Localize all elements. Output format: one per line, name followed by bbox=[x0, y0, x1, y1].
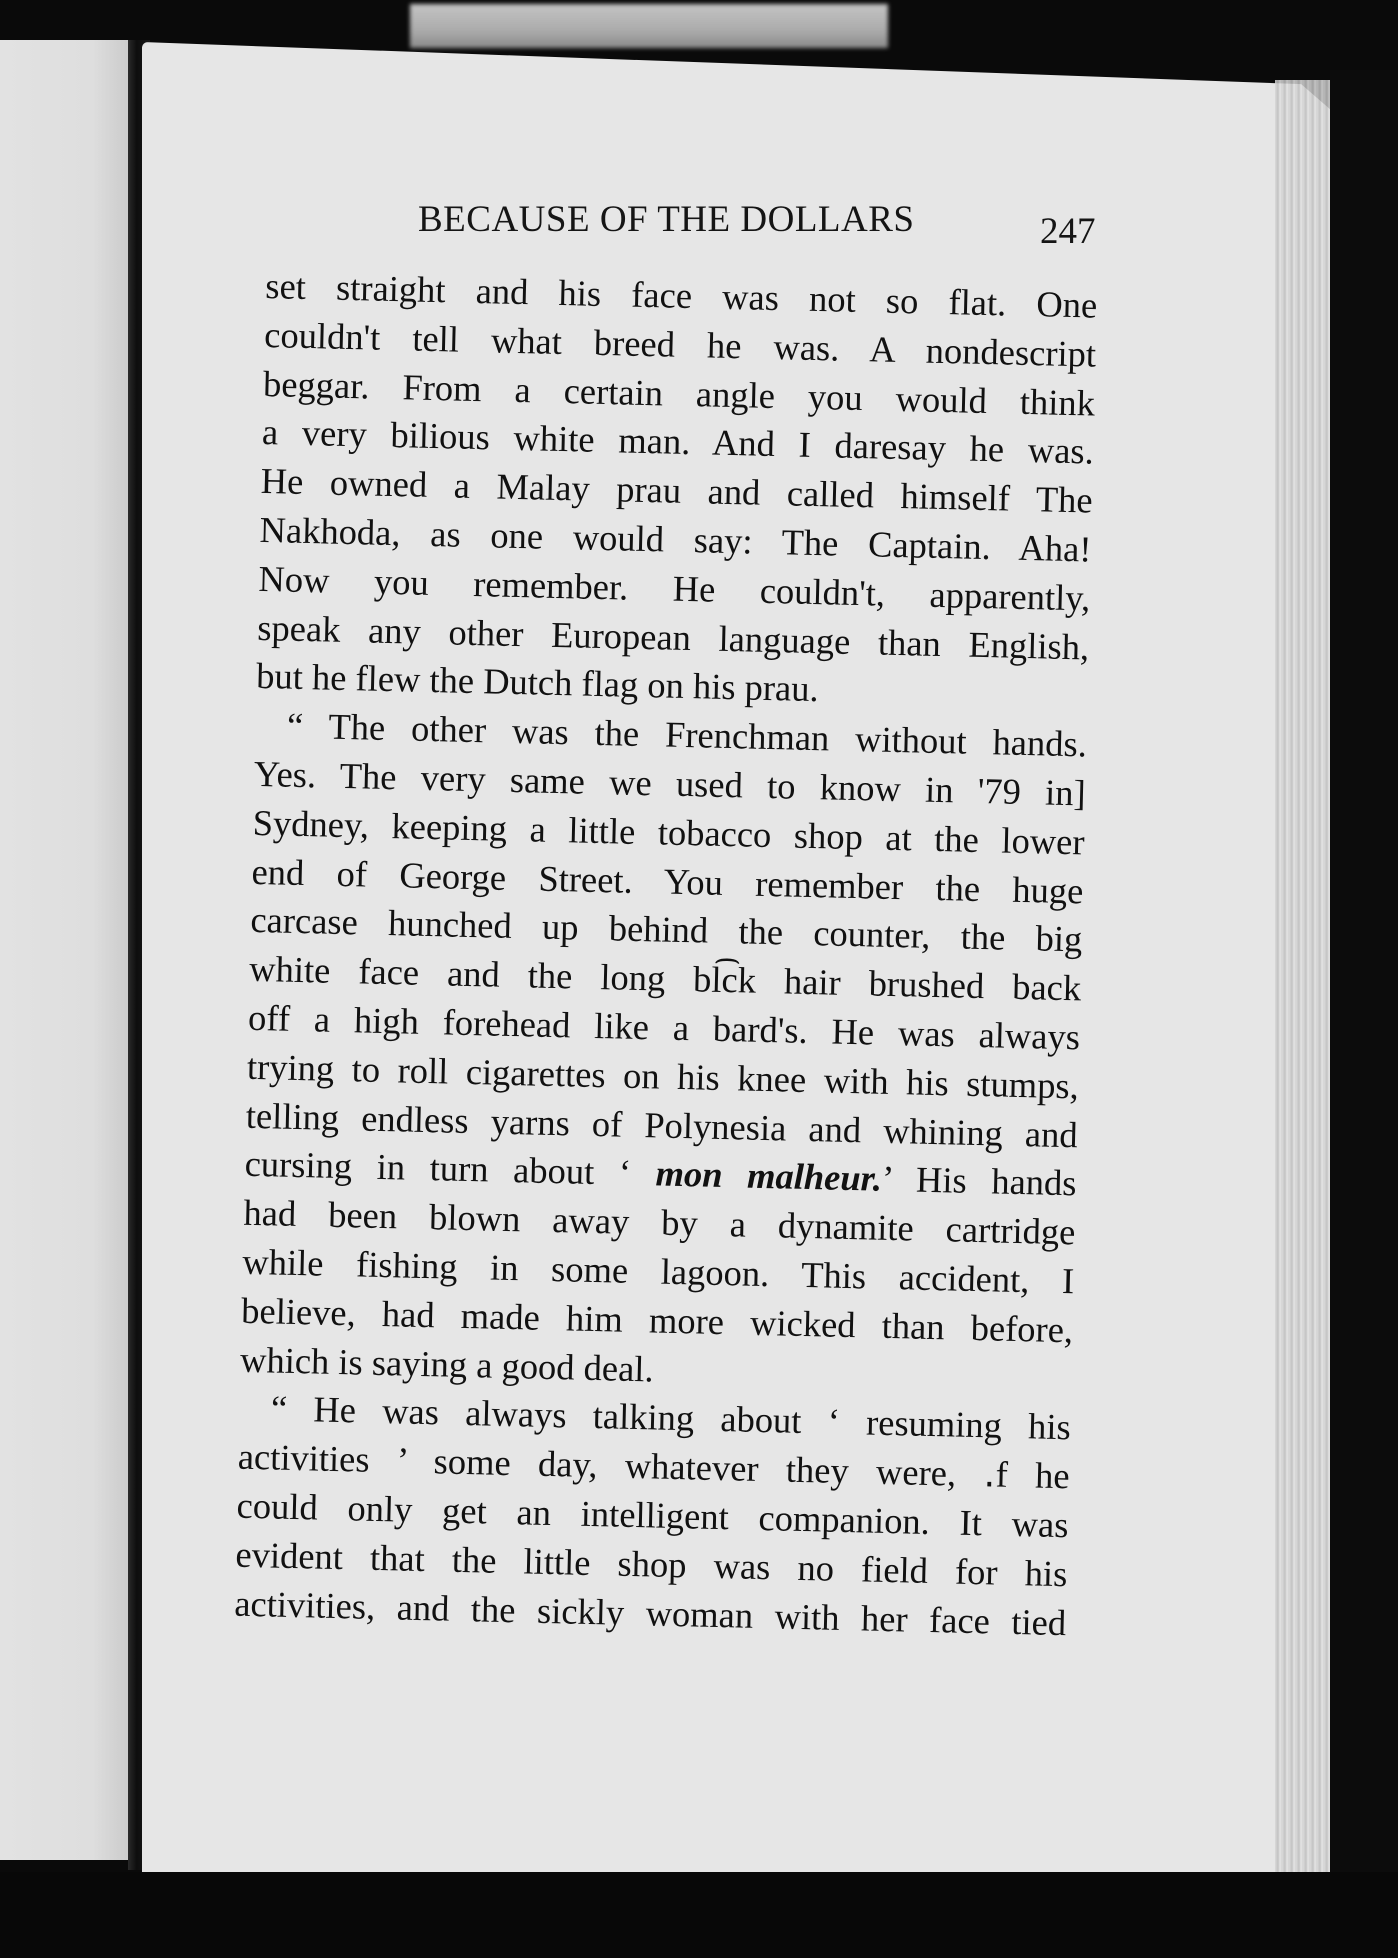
text-line: believe, had made him more wicked than before, bbox=[240, 1289, 1074, 1351]
body-text bbox=[234, 262, 1098, 1648]
running-head: BECAUSE OF THE DOLLARS bbox=[418, 199, 915, 240]
scan-border-bottom bbox=[0, 1872, 1398, 1958]
italic-phrase: mon malheur. bbox=[655, 1152, 883, 1200]
text-line: off a high forehead like a bard's. He was always bbox=[247, 996, 1081, 1058]
text-run: cursing in turn about ‘ bbox=[244, 1143, 657, 1194]
text-line: could only get an intelligent companion. It was bbox=[236, 1484, 1069, 1546]
scan-border-right bbox=[1330, 70, 1398, 1958]
text-line: Yes. The very same we used to know in '79 in] bbox=[253, 752, 1087, 814]
text-line: Now you remember. He couldn't, apparently, bbox=[258, 557, 1091, 619]
text-line: set straight and his face was not so flat. One bbox=[264, 264, 1098, 326]
text-line: carcase hunched up behind the counter, the big bbox=[250, 899, 1083, 960]
page-number: 247 bbox=[1040, 211, 1096, 252]
text-line: activities, and the sickly woman with her face tied bbox=[233, 1582, 1067, 1643]
text-line: but he flew the Dutch flag on his prau. bbox=[255, 655, 820, 710]
text-line: activities ’ some day, whatever they were, ․f he bbox=[237, 1435, 1071, 1497]
text-line: trying to roll cigarettes on his knee with his stumps, bbox=[246, 1045, 1080, 1107]
text-line: “ He was always talking about ‘ resuming his bbox=[270, 1387, 1072, 1448]
text-line: while fishing in some lagoon. This accident, I bbox=[241, 1240, 1075, 1302]
text-line: beggar. From a certain angle you would think bbox=[262, 362, 1096, 424]
text-run: ’ His hands bbox=[881, 1158, 1078, 1204]
text-line: speak any other European language than English, bbox=[256, 606, 1090, 668]
text-line: white face and the long bl͡ck hair brushed back bbox=[248, 947, 1082, 1009]
text-line: He owned a Malay prau and called himself The bbox=[260, 460, 1094, 521]
text-line: evident that the little shop was no field for his bbox=[235, 1533, 1068, 1594]
text-line: end of George Street. You remember the huge bbox=[251, 850, 1084, 911]
previous-page-edge bbox=[0, 40, 132, 1860]
text-line: couldn't tell what breed he was. A nondescript bbox=[263, 313, 1097, 375]
text-line: “ The other was the Frenchman without hands. bbox=[286, 704, 1088, 765]
text-line: telling endless yarns of Polynesia and whining and bbox=[245, 1094, 1079, 1155]
text-line: Sydney, keeping a little tobacco shop at the lower bbox=[252, 801, 1086, 863]
text-line: Nakhoda, as one would say: The Captain. Aha! bbox=[259, 508, 1092, 570]
text-line: a very bilious white man. And I daresay he was. bbox=[261, 411, 1095, 472]
text-line: which is saying a good deal. bbox=[239, 1338, 655, 1389]
text-line: had been blown away by a dynamite cartridge bbox=[243, 1191, 1076, 1253]
scan-artifact bbox=[410, 4, 888, 48]
